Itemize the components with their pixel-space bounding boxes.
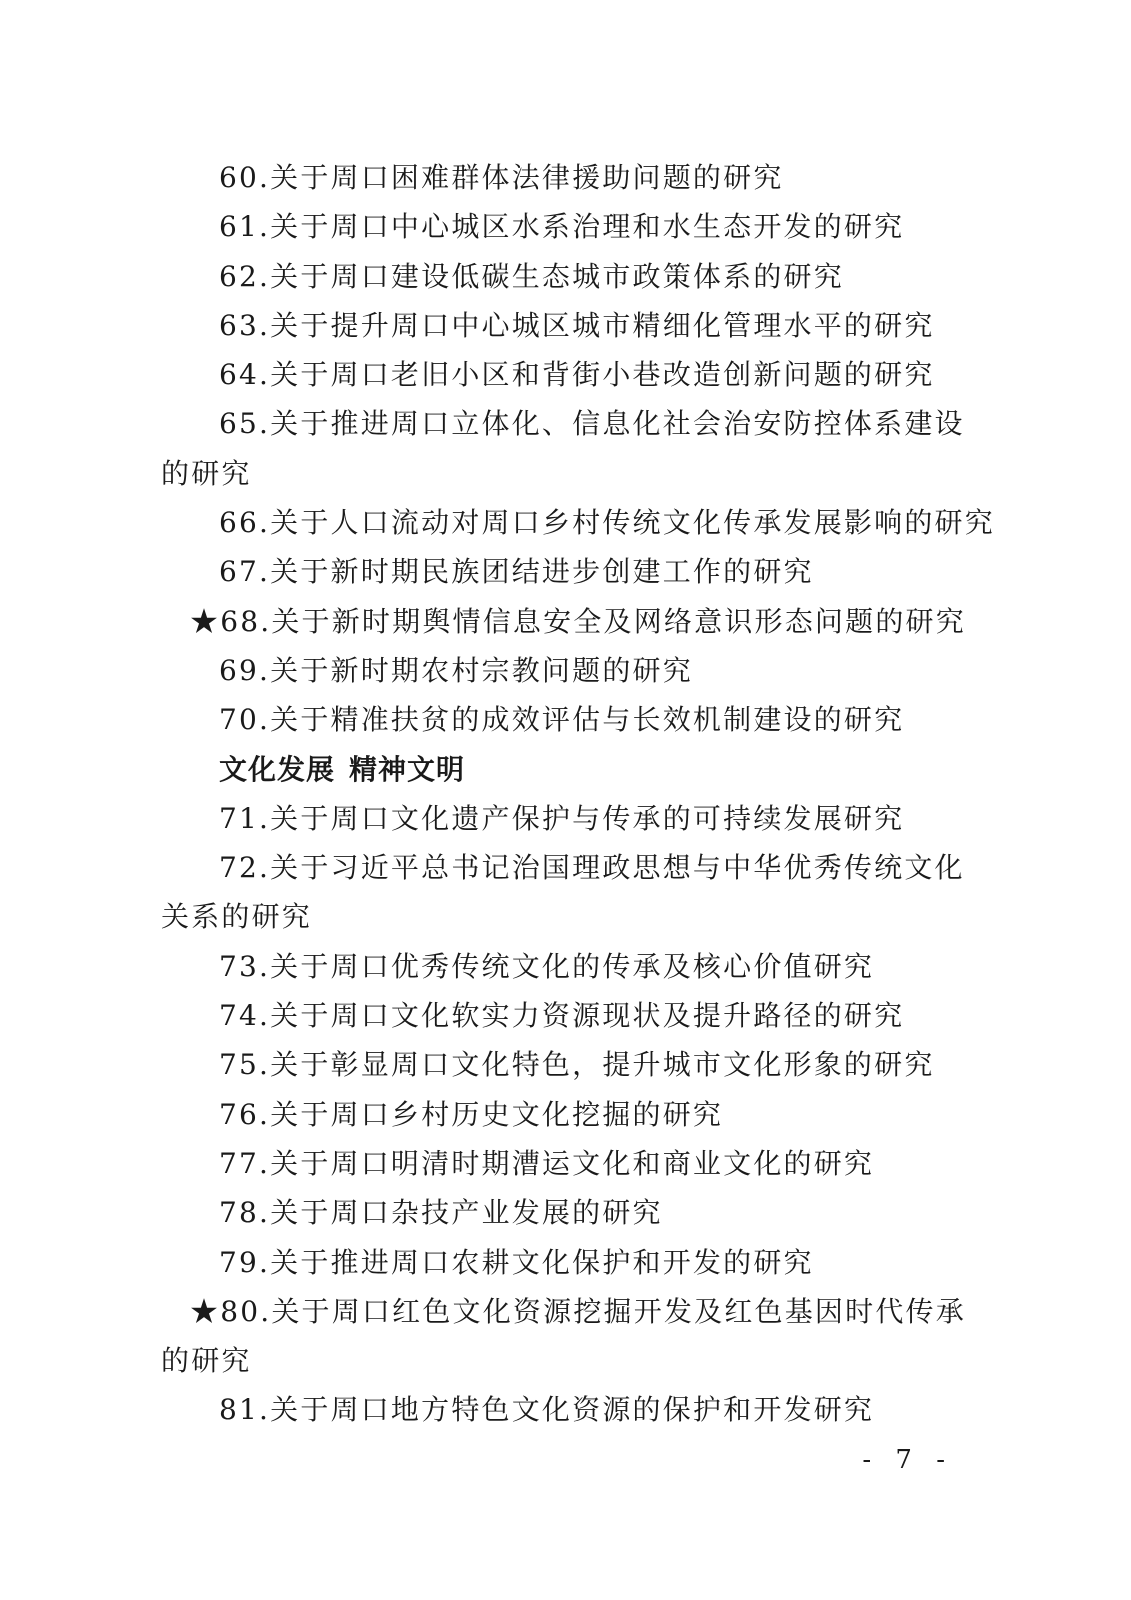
list-item: 70.关于精准扶贫的成效评估与长效机制建设的研究 bbox=[219, 703, 905, 737]
list-item: 65.关于推进周口立体化、信息化社会治安防控体系建设 bbox=[219, 407, 965, 441]
list-item: 63.关于提升周口中心城区城市精细化管理水平的研究 bbox=[219, 308, 935, 342]
list-item: 74.关于周口文化软实力资源现状及提升路径的研究 bbox=[219, 999, 905, 1033]
section-heading bbox=[161, 745, 961, 794]
list-item: 67.关于新时期民族团结进步创建工作的研究 bbox=[219, 555, 814, 589]
list-item: 66.关于人口流动对周口乡村传统文化传承发展影响的研究 bbox=[219, 506, 995, 540]
list-item: 79.关于推进周口农耕文化保护和开发的研究 bbox=[219, 1245, 814, 1279]
list-item: 73.关于周口优秀传统文化的传承及核心价值研究 bbox=[219, 949, 875, 983]
list-item-continuation: 的研究 bbox=[161, 456, 252, 490]
list-item: 62.关于周口建设低碳生态城市政策体系的研究 bbox=[219, 259, 844, 293]
section-heading-part1: 文化发展 bbox=[219, 752, 336, 786]
topic-group-culture bbox=[161, 794, 966, 1435]
list-item: 75.关于彰显周口文化特色，提升城市文化形象的研究 bbox=[219, 1048, 935, 1082]
list-item: 71.关于周口文化遗产保护与传承的可持续发展研究 bbox=[219, 801, 905, 835]
list-item: 60.关于周口困难群体法律援助问题的研究 bbox=[219, 161, 784, 194]
page-number: - 7 - bbox=[862, 1445, 953, 1475]
list-item: 69.关于新时期农村宗教问题的研究 bbox=[219, 653, 693, 687]
starred-list-item: ★80.关于周口红色文化资源挖掘开发及红色基因时代传承 bbox=[190, 1294, 966, 1328]
list-item: 64.关于周口老旧小区和背街小巷改造创新问题的研究 bbox=[219, 358, 935, 392]
list-item: 61.关于周口中心城区水系治理和水生态开发的研究 bbox=[219, 210, 905, 244]
list-item: 78.关于周口杂技产业发展的研究 bbox=[219, 1196, 663, 1230]
list-item: 77.关于周口明清时期漕运文化和商业文化的研究 bbox=[219, 1146, 875, 1180]
list-item-continuation: 关系的研究 bbox=[161, 900, 313, 934]
section-heading-part2: 精神文明 bbox=[349, 752, 466, 786]
list-item: 72.关于习近平总书记治国理政思想与中华优秀传统文化 bbox=[219, 851, 965, 885]
topic-list bbox=[161, 153, 995, 1435]
list-item-continuation: 的研究 bbox=[161, 1344, 252, 1378]
topic-group-social-governance bbox=[161, 153, 995, 745]
starred-list-item: ★68.关于新时期舆情信息安全及网络意识形态问题的研究 bbox=[190, 604, 966, 638]
list-item: 81.关于周口地方特色文化资源的保护和开发研究 bbox=[219, 1393, 875, 1427]
list-item: 76.关于周口乡村历史文化挖掘的研究 bbox=[219, 1097, 724, 1131]
